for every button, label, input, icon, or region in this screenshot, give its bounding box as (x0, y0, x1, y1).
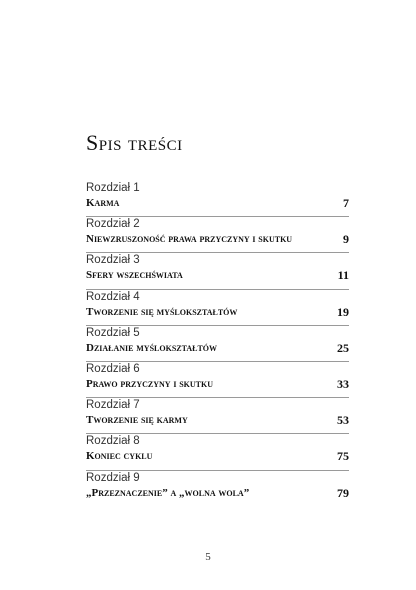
toc-entry-2 (86, 216, 349, 252)
page-number: 11 (337, 268, 349, 283)
page-number: 75 (337, 449, 349, 464)
toc-entry-1 (86, 180, 349, 216)
divider (86, 433, 349, 434)
divider (86, 325, 349, 326)
toc-entry-5 (86, 325, 349, 361)
chapter-title: Tworzenie się myślokształtów (86, 305, 238, 318)
divider (86, 252, 349, 253)
chapter-label: Rozdział 6 (86, 362, 140, 375)
page-number: 79 (337, 485, 349, 500)
chapter-label: Rozdział 2 (86, 218, 140, 231)
toc-entry-8 (86, 433, 349, 469)
chapter-label: Rozdział 9 (86, 471, 140, 484)
chapter-title: Prawo przyczyny i skutku (86, 377, 213, 390)
divider (86, 216, 349, 217)
divider (86, 397, 349, 398)
page-title: Spis treści (86, 130, 183, 155)
page-number: 19 (337, 304, 349, 319)
page-folio: 5 (205, 551, 211, 563)
chapter-title: Sfery wszechświata (86, 269, 183, 282)
chapter-title: Karma (86, 197, 120, 209)
toc-entry-3 (86, 252, 349, 288)
chapter-title: Działanie myślokształtów (86, 341, 218, 354)
chapter-title: Niewzruszoność prawa przyczyny i skutku (86, 233, 293, 246)
chapter-label: Rozdział 8 (86, 435, 140, 448)
chapter-label: Rozdział 7 (86, 399, 140, 412)
page-number: 7 (343, 196, 349, 210)
divider (86, 289, 349, 290)
toc-entry-4 (86, 289, 349, 325)
chapter-label: Rozdział 1 (86, 182, 140, 194)
chapter-title: „Przeznaczenie” a „wolna wola” (86, 486, 250, 499)
chapter-title: Tworzenie się karmy (86, 414, 188, 427)
divider (86, 361, 349, 362)
toc-entry-9 (86, 470, 349, 506)
chapter-title: Koniec cyklu (86, 450, 153, 463)
toc-entry-7 (86, 397, 349, 433)
chapter-label: Rozdział 4 (86, 290, 140, 303)
toc-entry-6 (86, 361, 349, 397)
page-number: 25 (337, 340, 349, 355)
page-number: 33 (337, 376, 349, 391)
page-number: 53 (337, 413, 349, 428)
page-number: 9 (343, 232, 349, 247)
chapter-label: Rozdział 5 (86, 326, 140, 339)
table-of-contents (86, 180, 349, 506)
divider (86, 470, 349, 471)
chapter-label: Rozdział 3 (86, 254, 140, 267)
